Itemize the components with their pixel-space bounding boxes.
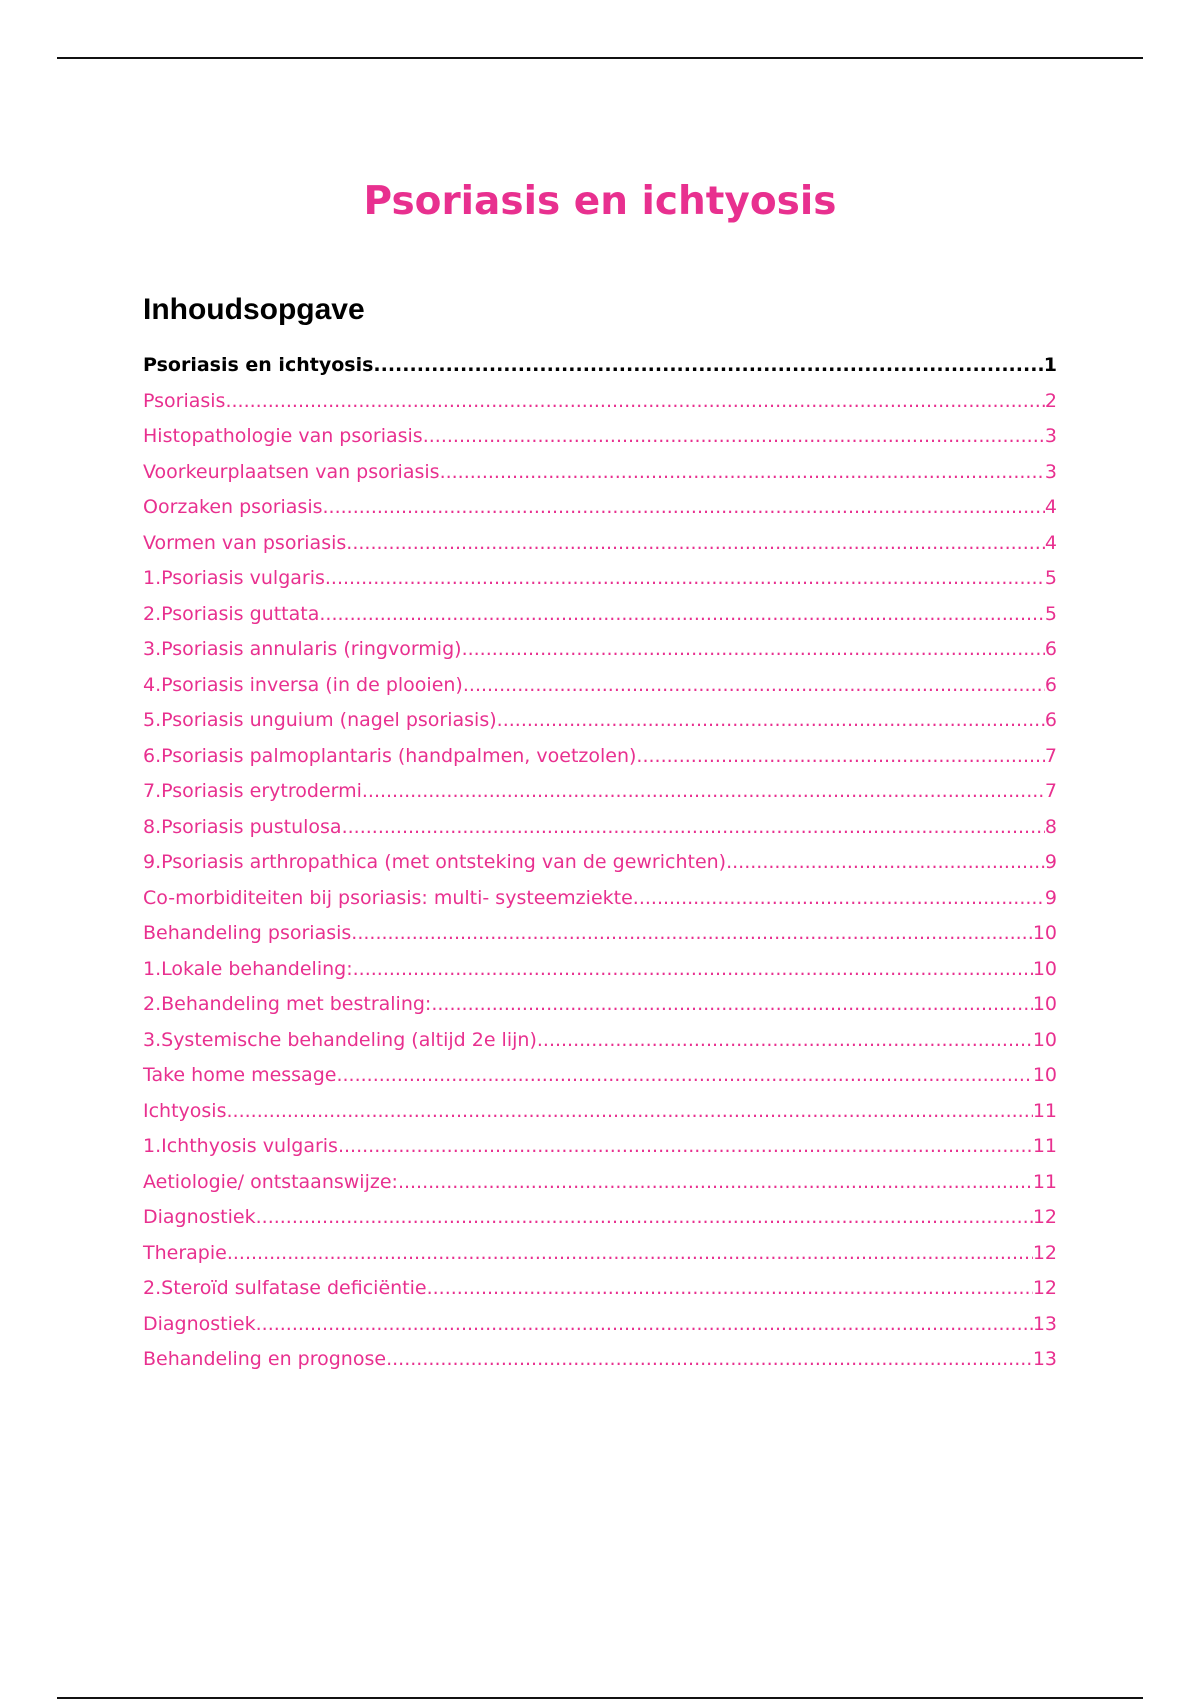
toc-entry[interactable]: [143, 954, 1057, 990]
toc-entry[interactable]: [143, 1060, 1057, 1096]
toc-heading: Inhoudsopgave: [143, 293, 365, 326]
toc-dot-leader: [227, 1238, 1033, 1268]
toc-entry-label[interactable]: 2.Psoriasis guttata: [143, 602, 320, 625]
toc-entry-page-number[interactable]: 3: [1044, 460, 1057, 483]
toc-entry[interactable]: [143, 812, 1057, 848]
toc-entry-page-number[interactable]: 6: [1044, 709, 1057, 731]
toc-entry[interactable]: [143, 1202, 1057, 1238]
toc-entry[interactable]: [143, 528, 1057, 564]
toc-entry[interactable]: [143, 1273, 1057, 1309]
toc-entry[interactable]: [143, 1344, 1057, 1380]
toc-dot-leader: [633, 883, 1045, 913]
toc-entry-page-number[interactable]: 11: [1032, 1135, 1057, 1157]
toc-dot-leader: [431, 989, 1032, 1019]
toc-entry[interactable]: [143, 918, 1057, 954]
footer-rule: [57, 1697, 1143, 1699]
toc-entry-page-number[interactable]: 10: [1032, 922, 1057, 944]
toc-dot-leader: [227, 1096, 1033, 1126]
toc-dot-leader: [463, 670, 1045, 700]
toc-dot-leader: [440, 457, 1045, 487]
toc-entry[interactable]: [143, 492, 1057, 528]
toc-dot-leader: [225, 386, 1044, 416]
toc-entry-label[interactable]: 4.Psoriasis inversa (in de plooien): [143, 673, 463, 696]
toc-entry-page-number[interactable]: 9: [1044, 851, 1057, 873]
toc-dot-leader: [362, 776, 1045, 806]
toc-dot-leader: [338, 1131, 1033, 1161]
toc-entry-page-number[interactable]: 5: [1044, 567, 1057, 589]
toc-entry[interactable]: [143, 1167, 1057, 1203]
toc-dot-leader: [319, 599, 1045, 629]
toc-dot-leader: [342, 812, 1045, 842]
toc-entry-page-number[interactable]: 7: [1044, 744, 1057, 767]
toc-entry[interactable]: [143, 457, 1057, 493]
toc-entry-label[interactable]: Aetiologie/ ontstaanswijze:: [143, 1170, 398, 1193]
toc-entry-page-number[interactable]: 7: [1044, 780, 1057, 802]
toc-entry[interactable]: [143, 1309, 1057, 1345]
toc-entry-label[interactable]: Vormen van psoriasis: [143, 531, 347, 554]
toc-entry-label[interactable]: 9.Psoriasis arthropathica (met ontsteking van de gewrichten): [143, 851, 727, 873]
toc-entry[interactable]: [143, 776, 1057, 812]
toc-dot-leader: [423, 421, 1045, 451]
toc-entry[interactable]: [143, 1238, 1057, 1274]
toc-entry-label[interactable]: Behandeling en prognose: [143, 1348, 387, 1370]
toc-entry-page-number[interactable]: 12: [1032, 1277, 1057, 1299]
toc-entry-page-number[interactable]: 6: [1044, 638, 1057, 660]
toc-entry-label[interactable]: Histopathologie van psoriasis: [143, 425, 423, 447]
toc-dot-leader: [726, 847, 1045, 877]
toc-dot-leader: [386, 1344, 1033, 1374]
toc-entry-page-number[interactable]: 13: [1032, 1348, 1057, 1370]
toc-entry-page-number[interactable]: 10: [1032, 1028, 1057, 1051]
toc-entry[interactable]: [143, 741, 1057, 777]
toc-entry[interactable]: [143, 350, 1057, 386]
toc-entry-page-number[interactable]: 10: [1032, 957, 1057, 980]
toc-entry-label[interactable]: 2.Steroïd sulfatase deficiëntie: [143, 1277, 427, 1299]
toc-dot-leader: [323, 492, 1045, 522]
toc-entry-label[interactable]: Oorzaken psoriasis: [143, 496, 323, 518]
toc-dot-leader: [325, 563, 1045, 593]
toc-dot-leader: [353, 954, 1033, 984]
toc-entry-page-number[interactable]: 4: [1044, 531, 1057, 554]
toc-entry-label[interactable]: 2.Behandeling met bestraling:: [143, 993, 432, 1015]
toc-entry-page-number[interactable]: 5: [1044, 602, 1057, 625]
toc-entry-label[interactable]: 1.Lokale behandeling:: [143, 957, 353, 980]
toc-dot-leader: [346, 528, 1045, 558]
toc-dot-leader: [256, 1309, 1033, 1339]
toc-dot-leader: [537, 1025, 1033, 1055]
toc-entry-label[interactable]: 6.Psoriasis palmoplantaris (handpalmen, voetzolen): [143, 744, 637, 767]
toc-entry-page-number[interactable]: 10: [1032, 993, 1057, 1015]
toc-entry[interactable]: [143, 421, 1057, 457]
toc-entry-label[interactable]: Diagnostiek: [143, 1206, 256, 1228]
toc-entry-label[interactable]: Psoriasis en ichtyosis: [143, 354, 374, 376]
toc-entry-label[interactable]: 1.Psoriasis vulgaris: [143, 567, 325, 589]
toc-entry-label[interactable]: 3.Systemische behandeling (altijd 2e lijn): [143, 1028, 537, 1051]
toc-dot-leader: [336, 1060, 1032, 1090]
toc-entry-label[interactable]: Ichtyosis: [143, 1099, 227, 1122]
toc-entry[interactable]: [143, 386, 1057, 422]
toc-dot-leader: [636, 741, 1044, 771]
toc-entry-label[interactable]: Take home message: [143, 1064, 337, 1086]
toc-dot-leader: [427, 1273, 1033, 1303]
toc-entry[interactable]: [143, 847, 1057, 883]
toc-entry-page-number[interactable]: 1: [1043, 354, 1057, 376]
toc-entry[interactable]: [143, 634, 1057, 670]
document-title: Psoriasis en ichtyosis: [363, 179, 837, 224]
toc-entry[interactable]: [143, 1131, 1057, 1167]
toc-entry-page-number[interactable]: 3: [1044, 425, 1057, 447]
toc-entry[interactable]: [143, 705, 1057, 741]
toc-entry-label[interactable]: 3.Psoriasis annularis (ringvormig): [143, 638, 462, 660]
toc-dot-leader: [462, 634, 1045, 664]
toc-entry[interactable]: [143, 670, 1057, 706]
toc-dot-leader: [351, 918, 1033, 948]
toc-entry-page-number[interactable]: 13: [1032, 1312, 1057, 1335]
toc-entry-page-number[interactable]: 10: [1032, 1064, 1057, 1086]
toc-entry[interactable]: [143, 563, 1057, 599]
toc-dot-leader: [398, 1167, 1033, 1197]
toc-entry-page-number[interactable]: 8: [1044, 815, 1057, 838]
toc-entry[interactable]: [143, 1096, 1057, 1132]
toc-entry-page-number[interactable]: 12: [1032, 1206, 1057, 1228]
toc-entry-label[interactable]: Behandeling psoriasis: [143, 922, 352, 944]
toc-entry-page-number[interactable]: 9: [1044, 886, 1057, 909]
table-of-contents: [143, 350, 1057, 1380]
toc-dot-leader: [497, 705, 1045, 735]
toc-entry[interactable]: [143, 1025, 1057, 1061]
toc-entry-page-number[interactable]: 2: [1044, 389, 1057, 412]
toc-entry-page-number[interactable]: 11: [1032, 1099, 1057, 1122]
toc-entry[interactable]: [143, 883, 1057, 919]
toc-entry-page-number[interactable]: 12: [1032, 1241, 1057, 1264]
toc-entry[interactable]: [143, 599, 1057, 635]
toc-entry-label[interactable]: Co-morbiditeiten bij psoriasis: multi- systeemziekte: [143, 886, 633, 909]
header-rule: [57, 57, 1143, 59]
toc-entry-label[interactable]: Diagnostiek: [143, 1312, 256, 1335]
toc-entry-label[interactable]: 8.Psoriasis pustulosa: [143, 815, 342, 838]
toc-entry[interactable]: [143, 989, 1057, 1025]
toc-entry-page-number[interactable]: 6: [1044, 673, 1057, 696]
toc-entry-label[interactable]: 1.Ichthyosis vulgaris: [143, 1135, 338, 1157]
toc-entry-label[interactable]: Therapie: [143, 1241, 227, 1264]
toc-entry-page-number[interactable]: 4: [1044, 496, 1057, 518]
toc-entry-label[interactable]: 7.Psoriasis erytrodermi: [143, 780, 362, 802]
toc-dot-leader: [373, 350, 1043, 380]
toc-entry-page-number[interactable]: 11: [1032, 1170, 1057, 1193]
toc-entry-label[interactable]: 5.Psoriasis unguium (nagel psoriasis): [143, 709, 497, 731]
toc-dot-leader: [256, 1202, 1033, 1232]
toc-entry-label[interactable]: Psoriasis: [143, 389, 226, 412]
toc-entry-label[interactable]: Voorkeurplaatsen van psoriasis: [143, 460, 440, 483]
